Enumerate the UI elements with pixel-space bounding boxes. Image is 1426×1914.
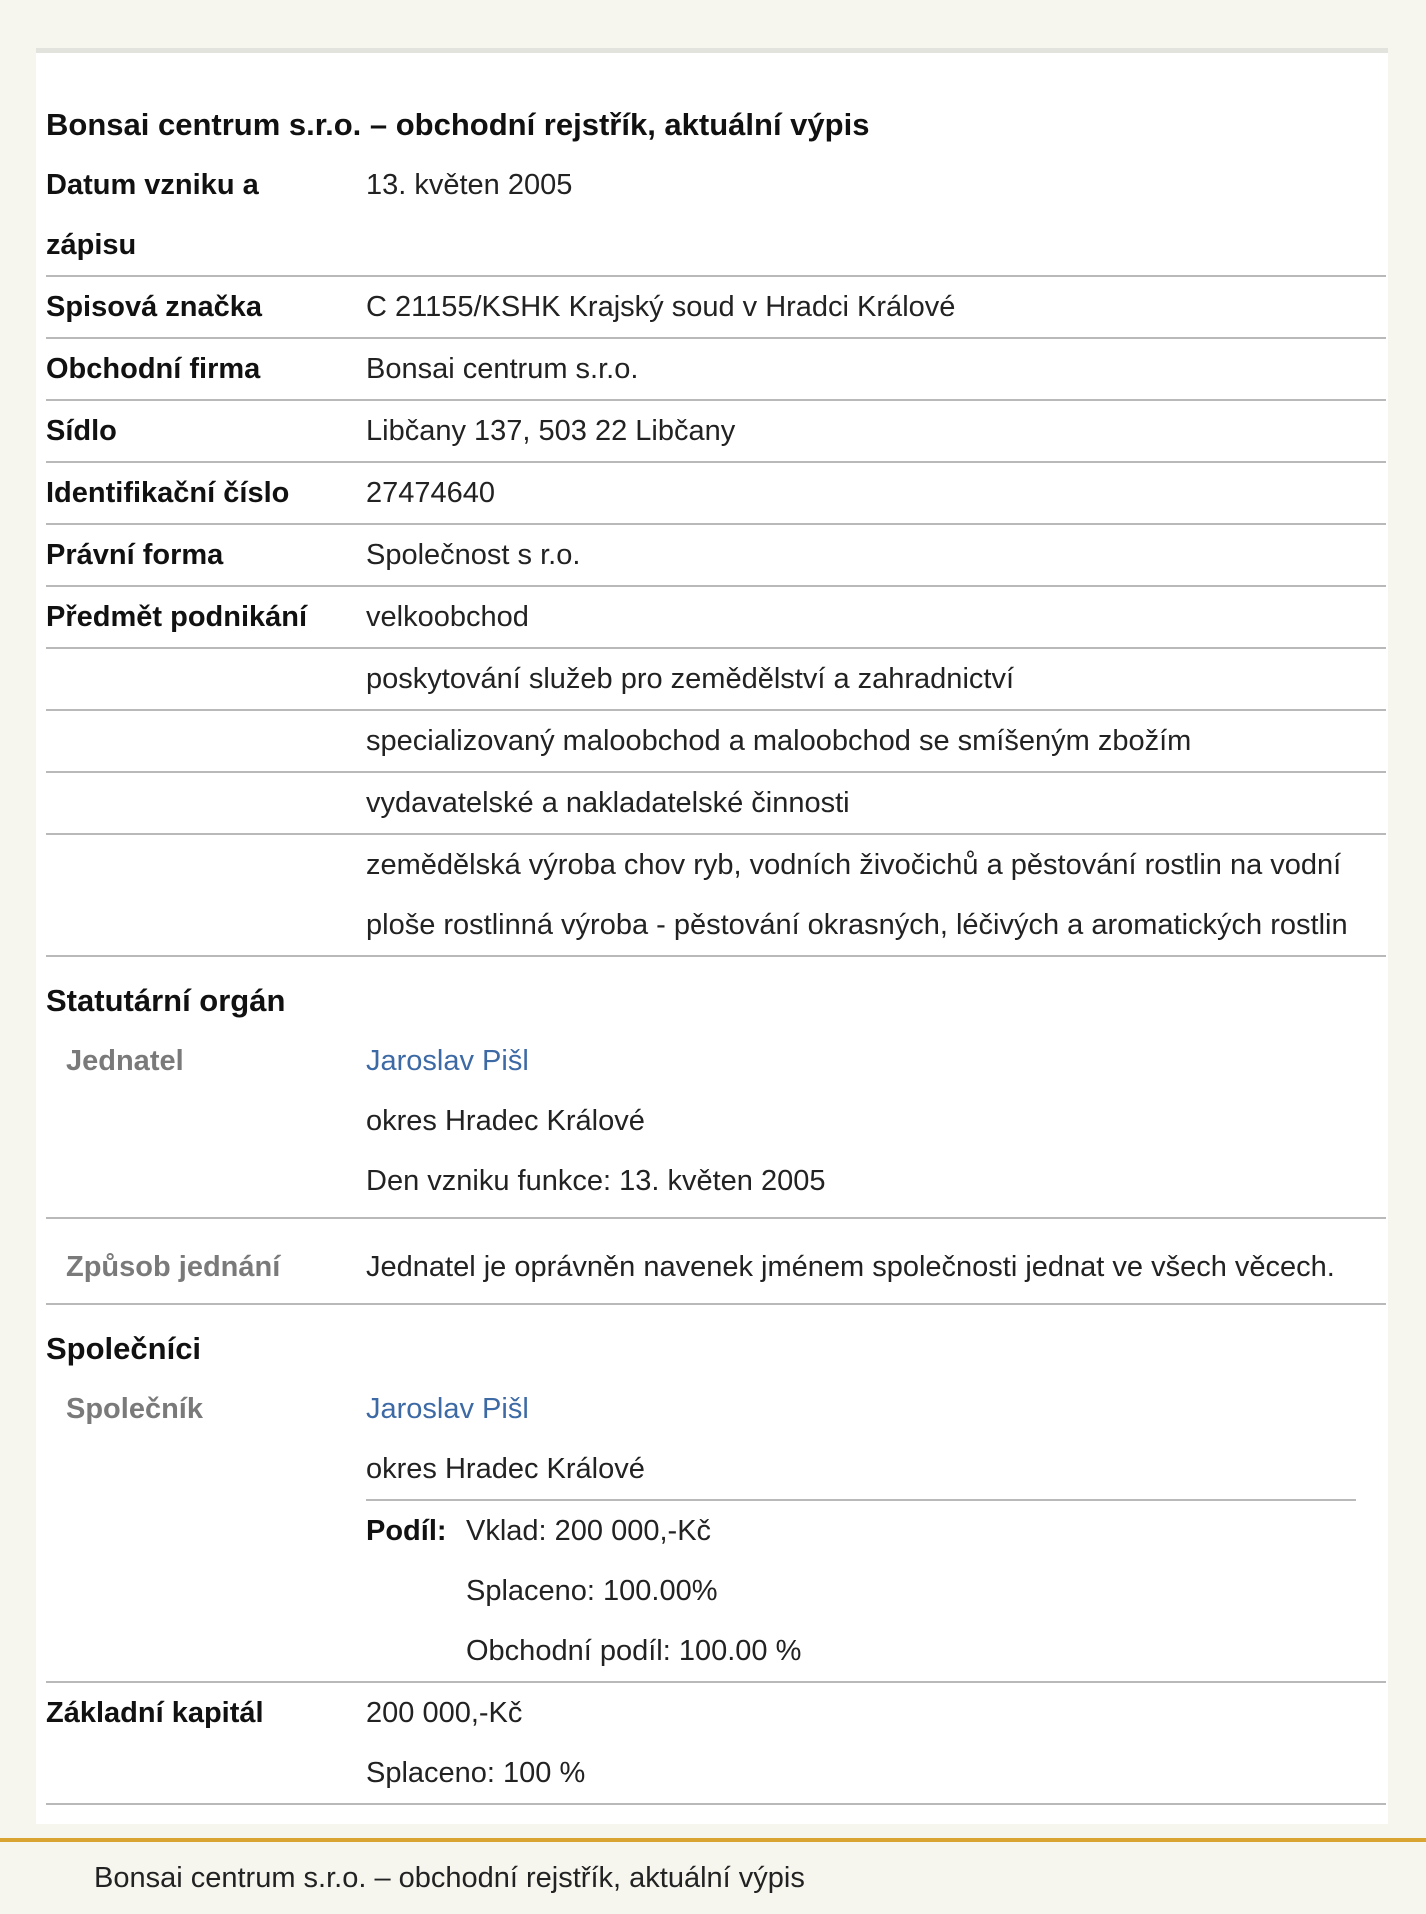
row-predmet-item [46,835,1386,957]
row-value [366,1379,1386,1681]
row-label: Obchodní firma [46,353,261,385]
row-value-line: ploše rostlinná výroba - pěstování okrasných, léčivých a aromatických rostlin [366,909,1348,941]
row-spisova-znacka [46,277,1386,339]
row-value: Společnost s r.o. [366,539,581,571]
registry-content [46,95,1386,1805]
row-value: 27474640 [366,477,496,509]
row-predmet-item [46,711,1386,773]
row-obchodni-firma [46,339,1386,401]
row-value: C 21155/KSHK Krajský soud v Hradci Králové [366,291,956,323]
row-value: velkoobchod [366,601,529,633]
registry-card [36,48,1388,1824]
row-label: Způsob jednání [66,1251,281,1283]
row-label-empty [46,835,366,955]
page-title: Bonsai centrum s.r.o. – obchodní rejstřík, aktuální výpis [46,107,870,142]
row-pravni-forma [46,525,1386,587]
jednatel-name-link[interactable]: Jaroslav Pišl [366,1045,529,1077]
row-value: vydavatelské a nakladatelské činnosti [366,787,850,819]
row-jednatel [46,1031,1386,1219]
row-identifikacni-cislo [46,463,1386,525]
row-value: Libčany 137, 503 22 Libčany [366,415,736,447]
row-sidlo [46,401,1386,463]
row-value [366,1031,1386,1211]
row-label-empty [46,711,366,771]
row-label-empty [46,773,366,833]
row-value [366,1683,1386,1803]
spolecnik-okres: okres Hradec Králové [366,1453,645,1485]
row-datum-vzniku [46,155,1386,277]
row-value: Jednatel je oprávněn navenek jménem společnosti jednat ve všech věcech. [366,1251,1335,1283]
row-predmet-podnikani [46,587,1386,649]
row-value [366,835,1386,955]
row-label: Sídlo [46,415,117,447]
row-label: Spisová značka [46,291,262,323]
kapital-splaceno: Splaceno: 100 % [366,1757,586,1789]
row-zakladni-kapital [46,1683,1386,1805]
section-title-spolecnici: Společníci [46,1331,202,1366]
row-value-line: zemědělská výroba chov ryb, vodních živočichů a pěstování rostlin na vodní [366,849,1342,881]
row-label-empty [46,649,366,709]
kapital-amount: 200 000,-Kč [366,1697,523,1729]
row-label: Identifikační číslo [46,477,290,509]
row-label [46,155,366,275]
row-label: Jednatel [66,1045,184,1077]
podil-label: Podíl: [366,1515,447,1547]
footer-title: Bonsai centrum s.r.o. – obchodní rejstřík, aktuální výpis [94,1862,805,1894]
row-label-line: Datum vzniku a [46,169,259,201]
row-label: Předmět podnikání [46,601,308,633]
row-label-line: zápisu [46,229,137,261]
row-label: Právní forma [46,539,224,571]
jednatel-okres: okres Hradec Králové [366,1105,645,1137]
page-footer [0,1838,1426,1914]
row-zpusob-jednani [46,1219,1386,1305]
podil-vklad: Vklad: 200 000,-Kč [466,1515,712,1547]
row-value: Bonsai centrum s.r.o. [366,353,639,385]
podil-block [366,1501,1386,1681]
row-value: poskytování služeb pro zemědělství a zahradnictví [366,663,1014,695]
section-title-statutarni: Statutární orgán [46,983,286,1018]
spolecnik-name-link[interactable]: Jaroslav Pišl [366,1393,529,1425]
podil-values [466,1501,801,1681]
row-value: specializovaný maloobchod a maloobchod se smíšeným zbožím [366,725,1192,757]
row-spolecnik [46,1379,1386,1683]
podil-splaceno: Splaceno: 100.00% [466,1575,718,1607]
row-label: Společník [66,1393,203,1425]
row-predmet-item [46,773,1386,835]
row-label: Základní kapitál [46,1697,264,1729]
row-predmet-item [46,649,1386,711]
podil-obchodni: Obchodní podíl: 100.00 % [466,1635,802,1667]
jednatel-funkce: Den vzniku funkce: 13. květen 2005 [366,1165,826,1197]
row-value: 13. květen 2005 [366,169,573,201]
